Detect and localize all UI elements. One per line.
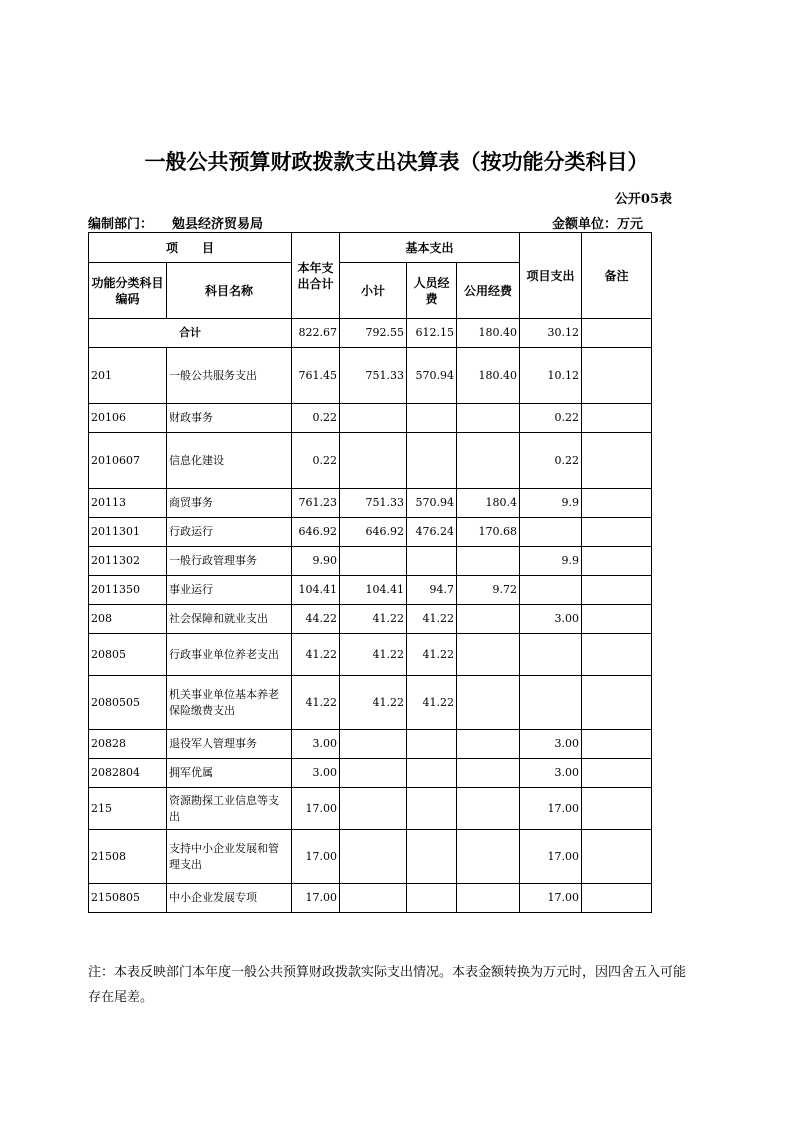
header-item: 项 目 [89,233,292,263]
row-public: 170.68 [457,518,520,547]
table-row [89,404,652,433]
row-project: 3.00 [520,759,582,788]
table-row [89,605,652,634]
table-row [89,348,652,404]
row-annual-total: 0.22 [292,404,340,433]
row-public [457,759,520,788]
header-subtotal: 小计 [340,263,407,319]
total-subtotal: 792.55 [340,319,407,348]
row-remark [582,518,652,547]
row-project: 3.00 [520,730,582,759]
row-subject-name: 一般行政管理事务 [167,547,292,576]
row-remark [582,884,652,913]
form-code: 公开05表 [614,192,672,207]
header-personnel: 人员经费 [407,263,457,319]
row-public [457,605,520,634]
row-project: 3.00 [520,605,582,634]
row-annual-total: 41.22 [292,634,340,676]
row-subject-name: 行政运行 [167,518,292,547]
row-remark [582,404,652,433]
row-personnel: 41.22 [407,676,457,730]
row-remark [582,489,652,518]
department-name: 勉县经济贸易局 [172,217,264,232]
row-subject-name: 信息化建设 [167,433,292,489]
department-label: 编制部门： [88,217,154,232]
page-title: 一般公共预算财政拨款支出决算表（按功能分类科目） [144,150,649,174]
total-annual: 822.67 [292,319,340,348]
table-row [89,518,652,547]
row-subject-name: 支持中小企业发展和管理支出 [167,830,292,884]
row-subject-name: 财政事务 [167,404,292,433]
row-subtotal [340,759,407,788]
row-annual-total: 17.00 [292,788,340,830]
row-code: 20106 [89,404,167,433]
table-row [89,634,652,676]
row-personnel: 476.24 [407,518,457,547]
row-subtotal: 104.41 [340,576,407,605]
row-personnel [407,730,457,759]
table-row [89,884,652,913]
row-personnel [407,884,457,913]
row-annual-total: 41.22 [292,676,340,730]
row-subject-name: 事业运行 [167,576,292,605]
row-subtotal [340,788,407,830]
row-project: 17.00 [520,788,582,830]
row-subtotal: 41.22 [340,605,407,634]
row-annual-total: 3.00 [292,730,340,759]
row-project: 17.00 [520,830,582,884]
row-subtotal: 751.33 [340,489,407,518]
row-project: 10.12 [520,348,582,404]
row-subject-name: 机关事业单位基本养老保险缴费支出 [167,676,292,730]
table-row [89,759,652,788]
row-remark [582,788,652,830]
row-remark [582,547,652,576]
row-subtotal: 646.92 [340,518,407,547]
header-project-expense: 项目支出 [520,233,582,319]
row-code: 201 [89,348,167,404]
row-code: 2010607 [89,433,167,489]
total-project: 30.12 [520,319,582,348]
row-public [457,433,520,489]
row-subject-name: 资源勘探工业信息等支出 [167,788,292,830]
row-code: 2082804 [89,759,167,788]
row-annual-total: 44.22 [292,605,340,634]
row-subtotal [340,433,407,489]
header-remark: 备注 [582,233,652,319]
header-subject-name: 科目名称 [167,263,292,319]
row-personnel: 41.22 [407,605,457,634]
row-project [520,518,582,547]
row-code: 20113 [89,489,167,518]
row-code: 21508 [89,830,167,884]
row-code: 2011350 [89,576,167,605]
row-public [457,788,520,830]
row-annual-total: 17.00 [292,884,340,913]
row-subject-name: 行政事业单位养老支出 [167,634,292,676]
row-project: 9.9 [520,547,582,576]
row-personnel: 570.94 [407,348,457,404]
row-annual-total: 104.41 [292,576,340,605]
row-remark [582,634,652,676]
table-row [89,547,652,576]
table-row [89,788,652,830]
row-subject-name: 退役军人管理事务 [167,730,292,759]
row-project [520,634,582,676]
expenditure-table [88,232,652,913]
row-public [457,404,520,433]
row-annual-total: 761.23 [292,489,340,518]
row-subtotal: 751.33 [340,348,407,404]
row-public [457,830,520,884]
table-row [89,489,652,518]
row-remark [582,348,652,404]
row-personnel [407,433,457,489]
row-subtotal [340,830,407,884]
header-public: 公用经费 [457,263,520,319]
row-personnel: 570.94 [407,489,457,518]
row-personnel: 94.7 [407,576,457,605]
row-personnel [407,404,457,433]
row-remark [582,433,652,489]
row-public: 180.40 [457,348,520,404]
row-personnel: 41.22 [407,634,457,676]
row-remark [582,605,652,634]
row-project: 0.22 [520,404,582,433]
row-code: 2150805 [89,884,167,913]
row-code: 208 [89,605,167,634]
row-public [457,634,520,676]
row-project [520,576,582,605]
row-subtotal [340,404,407,433]
row-remark [582,676,652,730]
table-row [89,830,652,884]
row-code: 2011301 [89,518,167,547]
row-annual-total: 761.45 [292,348,340,404]
row-public [457,547,520,576]
row-annual-total: 17.00 [292,830,340,884]
row-remark [582,730,652,759]
row-personnel [407,759,457,788]
row-public [457,884,520,913]
row-code: 2080505 [89,676,167,730]
row-code: 20805 [89,634,167,676]
row-public: 180.4 [457,489,520,518]
total-label: 合计 [89,319,292,348]
row-public: 9.72 [457,576,520,605]
table-row [89,576,652,605]
row-project [520,676,582,730]
header-func-code: 功能分类科目编码 [89,263,167,319]
table-row [89,433,652,489]
row-annual-total: 3.00 [292,759,340,788]
row-public [457,676,520,730]
row-personnel [407,547,457,576]
row-subtotal [340,730,407,759]
row-subject-name: 社会保障和就业支出 [167,605,292,634]
total-remark [582,319,652,348]
row-annual-total: 9.90 [292,547,340,576]
row-project: 17.00 [520,884,582,913]
amount-unit: 金额单位：万元 [551,217,643,232]
row-annual-total: 646.92 [292,518,340,547]
total-personnel: 612.15 [407,319,457,348]
row-remark [582,830,652,884]
table-row [89,676,652,730]
row-project: 0.22 [520,433,582,489]
row-project: 9.9 [520,489,582,518]
row-personnel [407,788,457,830]
table-row [89,730,652,759]
total-public: 180.40 [457,319,520,348]
row-code: 2011302 [89,547,167,576]
header-basic-expense: 基本支出 [340,233,520,263]
row-code: 215 [89,788,167,830]
row-subject-name: 拥军优属 [167,759,292,788]
row-public [457,730,520,759]
row-subtotal [340,547,407,576]
row-subtotal: 41.22 [340,676,407,730]
row-subject-name: 商贸事务 [167,489,292,518]
row-subject-name: 一般公共服务支出 [167,348,292,404]
row-remark [582,576,652,605]
row-subtotal: 41.22 [340,634,407,676]
total-row [89,319,652,348]
header-annual-total: 本年支出合计 [292,233,340,319]
row-subject-name: 中小企业发展专项 [167,884,292,913]
row-remark [582,759,652,788]
row-subtotal [340,884,407,913]
row-personnel [407,830,457,884]
row-annual-total: 0.22 [292,433,340,489]
footnote: 注：本表反映部门本年度一般公共预算财政拨款实际支出情况。本表金额转换为万元时，因四舍五入可能存在尾差。 [88,965,687,1005]
row-code: 20828 [89,730,167,759]
